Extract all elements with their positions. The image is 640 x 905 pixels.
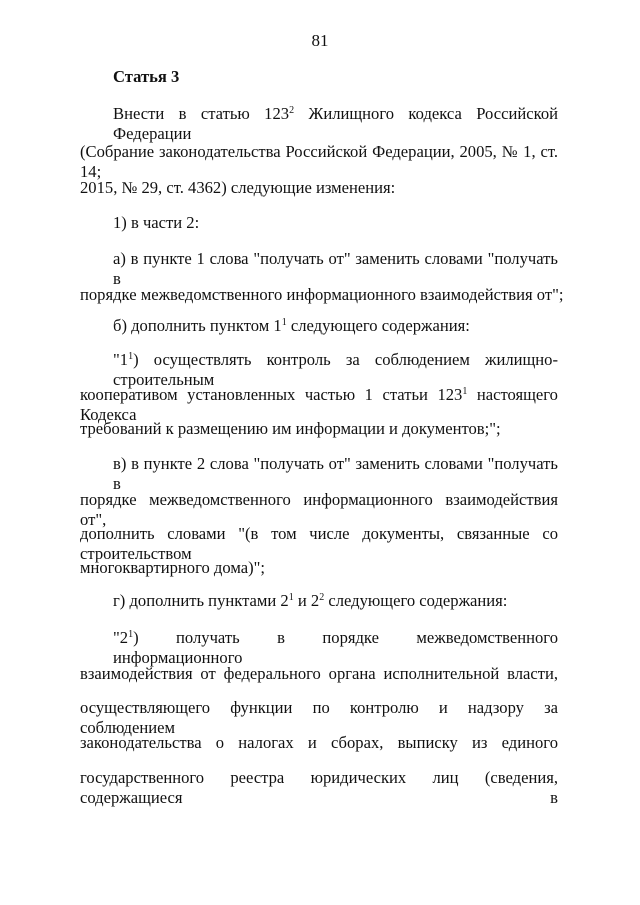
text-run: следующего содержания: [286,316,470,335]
text-run: 2015, № 29, ст. 4362) следующие изменения: [80,178,396,197]
text-line [113,454,558,494]
superscript: 1 [462,386,468,397]
text-run: ) осуществлять контроль за соблюдением жилищно-строительным [113,350,558,389]
text-run: взаимодействия от федерального органа исполнительной власти, [80,664,558,683]
text-run: 1) в части 2: [113,213,200,232]
text-run: а) в пункте 1 слова "получать от" заменить словами "получать в [113,249,558,288]
superscript: 1 [288,592,294,603]
text-run: Внести в статью 123 [113,104,290,123]
text-line [80,768,558,808]
text-run: дополнить словами "(в том числе документы, связанные со строительством [80,524,558,563]
text-line [113,249,558,289]
text-line [80,419,558,439]
text-run: порядке межведомственного информационного взаимодействия от"; [80,285,564,304]
text-run: настоящего Кодекса [80,385,558,424]
text-line [113,316,558,336]
text-run: государственного реестра юридических лиц (сведения, содержащиеся в [80,768,558,807]
superscript: 2 [319,592,325,603]
text-line [80,285,564,305]
text-run: "1 [113,350,129,369]
page-number: 81 [311,31,329,50]
text-run: кооперативом установленных частью 1 статьи 123 [80,385,463,404]
text-line [80,178,558,198]
text-run: б) дополнить пунктом 1 [113,316,282,335]
text-run: (Собрание законодательства Российской Федерации, 2005, № 1, ст. 14; [80,142,558,181]
text-run: законодательства о налогах и сборах, выписку из единого [80,733,558,752]
text-run: Жилищного кодекса Российской Федерации [113,104,558,143]
article-heading: Статья 3 [113,67,180,86]
superscript: 2 [289,105,295,116]
text-line [113,213,558,233]
text-line [80,142,558,182]
text-run: в) в пункте 2 слова "получать от" заменить словами "получать в [113,454,558,493]
text-line [113,104,558,144]
text-run: осуществляющего функции по контролю и надзору за соблюдением [80,698,558,737]
text-run: требований к размещению им информации и документов;"; [80,419,501,438]
text-run: многоквартирного дома)"; [80,558,266,577]
text-line [80,664,558,684]
text-run: "2 [113,628,129,647]
text-run: следующего содержания: [324,591,508,610]
text-run: и 2 [293,591,320,610]
text-line [80,733,558,753]
text-run: порядке межведомственного информационного взаимодействия от", [80,490,558,529]
text-line [113,628,558,668]
superscript: 1 [281,317,287,328]
text-line [80,558,558,578]
text-line [80,698,558,738]
superscript: 1 [128,629,134,640]
superscript: 1 [128,351,134,362]
text-line [113,350,558,390]
text-run: ) получать в порядке межведомственного информационного [113,628,558,667]
text-line [113,591,558,611]
text-run: г) дополнить пунктами 2 [113,591,289,610]
